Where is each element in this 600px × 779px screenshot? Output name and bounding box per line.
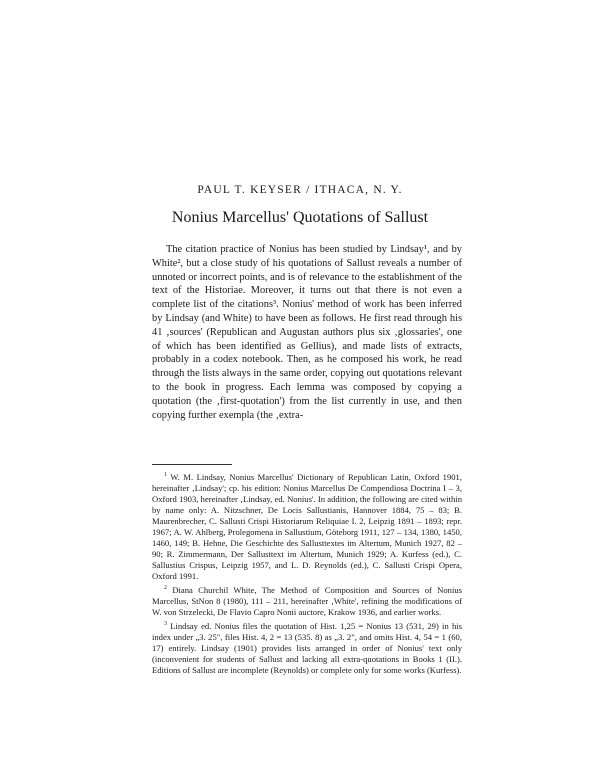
author-line: PAUL T. KEYSER / ITHACA, N. Y. [197,184,403,196]
footnote-text: W. M. Lindsay, Nonius Marcellus' Dictionary of Republican Latin, Oxford 1901, hereinafter ‚Lindsay'; cp. his edition: Nonius Marcellus De Compendiosa Doctrina I – 3, Oxford 1903, hereinafter ‚Lindsay, ed. Nonius'. In addition, the following are cited within by name only: A. Nitzschner, De Locis Sallustianis, Hannover 1884, 75 – 83; B. Maurenbrecher, C. Sallusti Crispi Historiarum Reliquiae I. 2, Leipzig 1891 – 1893; repr. 1967; A. W. Ahlberg, Prolegomena in Sallustium, Göteborg 1911, 127 – 134, 1380, 1450, 1460, 149; B. Hehne, Die Geschichte des Sallusttextes im Altertum, Munich 1927, 82 – 90; R. Zimmermann, Der Sallusttext im Altertum, Munich 1929; A. Kurfess (ed.), C. Sallustius Crispus, Leipzig 1957, and L. D. Reynolds (ed.), C. Sallusti Crispi Opera, Oxford 1991. [152,471,462,581]
article-title: Nonius Marcellus' Quotations of Sallust [171,209,429,226]
body-paragraph: The citation practice of Nonius has been studied by Lindsay¹, and by White², but a close study of his quotations of Sallust reveals a number of unnoted or incorrect points, and is of relevance to the establishment of the text of the Historiae. Moreover, it turns out that there is not even a complete list of the citations³. Nonius' method of work has been inferred by Lindsay (and White) to have been as follows. He first read through his 41 ‚sources' (Republican and Augustan authors plus six ‚glossaries', one of which has been identified as Gellius), and made lists of extracts, probably in a codex notebook. Then, as he composed his work, he read through the lists always in the same order, copying out quotations relevant to the book in progress. Each lemma was composed by copying a quotation (the ‚first-quotation') from the list currently in use, and then copying further exempla (the ‚extra- [152,244,462,421]
footnotes [152,470,462,677]
footnote-rule [152,464,232,465]
footnote-text: Diana Churchil White, The Method of Composition and Sources of Nonius Marcellus, StNon 8 (1980), 111 – 211, hereinafter ‚White', refining the modifications of W. von Strzelecki, De Flavio Capro Nonii auctore, Krakow 1936, and earlier works. [152,584,462,617]
footnote-text: Lindsay ed. Nonius files the quotation of Hist. 1,25 = Nonius 13 (531, 29) in his index under „3. 25", files Hist. 4, 2 = 13 (535. 8) as „3. 2", and omits Hist. 4, 54 = 1 (60, 17) entirely. Lindsay (1901) provides lists arranged in order of Nonius' text only (inconvenient for students of Sallust and lacking all extra-quotations in Books 1 (II.). Editions of Sallust are incomplete (Reynolds) or complete only for some works (Kurfess). [152,620,462,675]
footnote-mark: 2 [164,584,167,591]
footnote-mark: 3 [164,620,167,627]
footnote-3 [152,619,462,676]
footnote-1 [152,470,462,582]
footnote-mark: 1 [164,472,167,478]
footnote-2 [152,583,462,618]
